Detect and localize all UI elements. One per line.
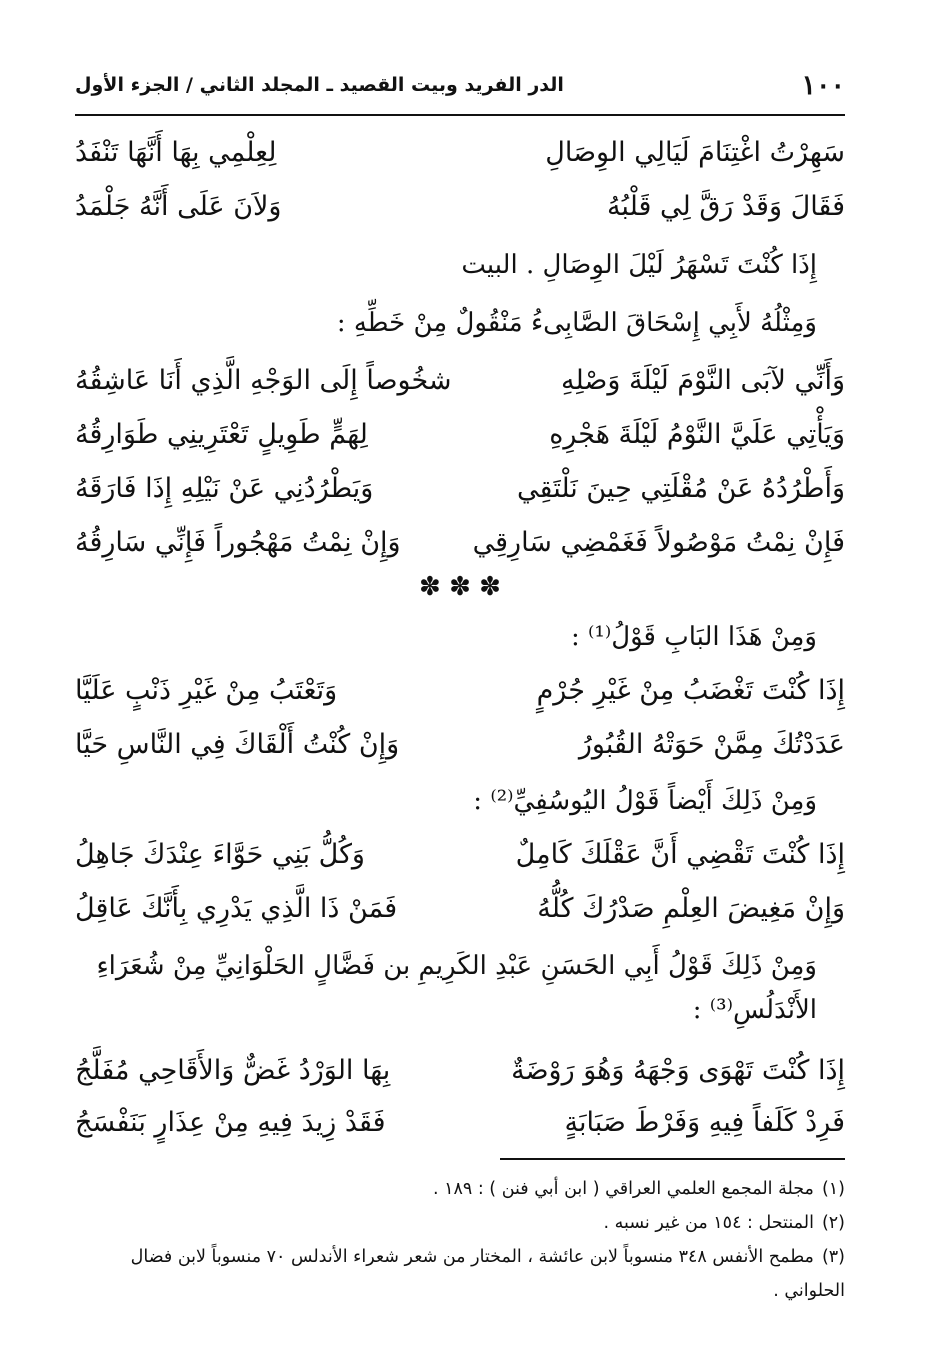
section-separator: ✽ ✽ ✽ [419, 572, 501, 602]
verse-first-hemistich: وَأَنِّي لآبَى النَّوْمَ لَيْلَةَ وَصْلِهِ [560, 365, 845, 396]
verse-second-hemistich: لِعِلْمِي بِهَا أَنَّهَا تَنْفَدُ [75, 137, 277, 168]
verse-first-hemistich: وَإِنْ مَغِيضَ العِلْمِ صَدْرُكَ كُلُّهُ [537, 893, 845, 924]
prose-line: إِذَا كُنْتَ تَسْهَرُ لَيْلَ الوِصَالِ . البيت [461, 250, 817, 280]
verse-second-hemistich: فَقَدْ زِيدَ فِيهِ مِنْ عِذَارٍ بَنَفْسَجُ [75, 1107, 386, 1138]
verse-second-hemistich: لِهَمٍّ طَوِيلٍ تَعْتَرِينِي طَوَارِقُهُ [75, 419, 368, 450]
verse-line [75, 124, 845, 182]
page-number: ١٠٠ [801, 69, 845, 101]
verse-line [75, 880, 845, 938]
running-title: الدر الفريد وبيت القصيد ـ المجلد الثاني / الجزء الأول [75, 74, 564, 96]
verse-first-hemistich: وَيَأْتِي عَلَيَّ النَّوْمُ لَيْلَةَ هَجْرِهِ [549, 419, 845, 450]
verse-first-hemistich: فَإِنْ نِمْتُ مَوْصُولاً فَغَمْضِي سَارِقِي [472, 527, 845, 558]
verse-first-hemistich: وَأَطْرُدُهُ عَنْ مُقْلَتِي حِينَ نَلْتَقِي [517, 473, 845, 504]
verse-second-hemistich: وَتَعْتَبُ مِنْ غَيْرِ ذَنْبٍ عَلَيَّا [75, 675, 338, 706]
verse-line [75, 178, 845, 236]
prose-line: وَمِنْ ذَلِكَ أَيْضاً قَوْلُ اليُوسُفِيِّ⁽²⁾ : [473, 786, 817, 816]
verse-first-hemistich: سَهِرْتُ اغْتِنَامَ لَيَالِي الوِصَالِ [545, 137, 845, 168]
prose-line: وَمِثْلُهُ لأَبِي إِسْحَاقَ الصَّابِىءُ مَنْقُولٌ مِنْ خَطِّهِ : [336, 308, 817, 338]
footnote-number: (٢) [821, 1213, 845, 1233]
header-rule [75, 114, 845, 116]
verse-second-hemistich: فَمَنْ ذَا الَّذِي يَدْرِي بِأَنَّكَ عَاقِلُ [75, 893, 398, 924]
verse-first-hemistich: إِذَا كُنْتَ تَغْضَبُ مِنْ غَيْرِ جُرْمٍ [536, 675, 845, 706]
verse-line [75, 662, 845, 720]
verse-line [75, 716, 845, 774]
verse-second-hemistich: وَيَطْرُدُنِي عَنْ نَيْلِهِ إِذَا فَارَقَهُ [75, 473, 374, 504]
verse-second-hemistich: وَلاَنَ عَلَى أَنَّهُ جَلْمَدُ [75, 191, 282, 222]
verse-line [75, 460, 845, 518]
verse-line [75, 406, 845, 464]
verse-first-hemistich: إِذَا كُنْتَ تَقْضِي أَنَّ عَقْلَكَ كَامِلٌ [515, 839, 845, 870]
verse-line [75, 352, 845, 410]
prose-line: وَمِنْ هَذَا البَابِ قَوْلُ⁽¹⁾ : [570, 622, 817, 652]
verse-second-hemistich: وَإِنْ كُنْتُ أَلْقَاكَ فِي النَّاسِ حَيَّا [75, 729, 400, 760]
verse-line [75, 514, 845, 572]
footnote-number: (٣) [821, 1247, 845, 1267]
footnote-text: مجلة المجمع العلمي العراقي ( ابن أبي فنن ) : ١٨٩ . [432, 1179, 814, 1199]
footnote-rule [500, 1158, 845, 1160]
prose-paragraph: وَمِنْ ذَلِكَ قَوْلُ أَبِي الحَسَنِ عَبْدِ الكَرِيمِ بن فَضَّالٍ الحَلْوَانِيِّ مِنْ شُعَرَاءِ الأَنْدَلُسِ⁽³⁾ : [96, 951, 817, 1025]
verse-second-hemistich: بِهَا الوَرْدُ غَضٌّ وَالأَقَاحِي مُفَلَّجُ [75, 1055, 391, 1086]
footnote [70, 1240, 845, 1308]
verse-first-hemistich: عَدَدْتُكَ مِمَّنْ حَوَتْهُ القُبُورُ [578, 729, 845, 760]
footnote-text: المنتحل : ١٥٤ من غير نسبه . [603, 1213, 814, 1233]
verse-second-hemistich: شخُوصاً إِلَى الوَجْهِ الَّذِي أَنَا عَاشِقُهُ [75, 365, 452, 396]
verse-first-hemistich: إِذَا كُنْتَ تَهْوَى وَجْهَهُ وَهُوَ رَوْضَةٌ [511, 1055, 845, 1086]
footnote [70, 1172, 845, 1206]
footnote-text: مطمح الأنفس ٣٤٨ منسوباً لابن عائشة ، المختار من شعر شعراء الأندلس ٧٠ منسوباً لابن فضال الحلواني . [130, 1247, 845, 1301]
verse-first-hemistich: فَقَالَ وَقَدْ رَقَّ لِي قَلْبُهُ [606, 191, 845, 222]
verse-line [75, 826, 845, 884]
footnote-number: (١) [821, 1179, 845, 1199]
footnote [70, 1206, 845, 1240]
verse-second-hemistich: وَكُلُّ بَنِي حَوَّاءَ عِنْدَكَ جَاهِلُ [75, 839, 365, 870]
verse-second-hemistich: وَإِنْ نِمْتُ مَهْجُوراً فَإِنِّي سَارِقُهُ [75, 527, 401, 558]
verse-line [75, 1042, 845, 1100]
verse-first-hemistich: فَرِدْ كَلَفاً فِيهِ وَفَرْطَ صَبَابَةٍ [564, 1107, 845, 1138]
verse-line [75, 1094, 845, 1152]
page-header [75, 62, 845, 108]
footnotes [70, 1172, 845, 1308]
